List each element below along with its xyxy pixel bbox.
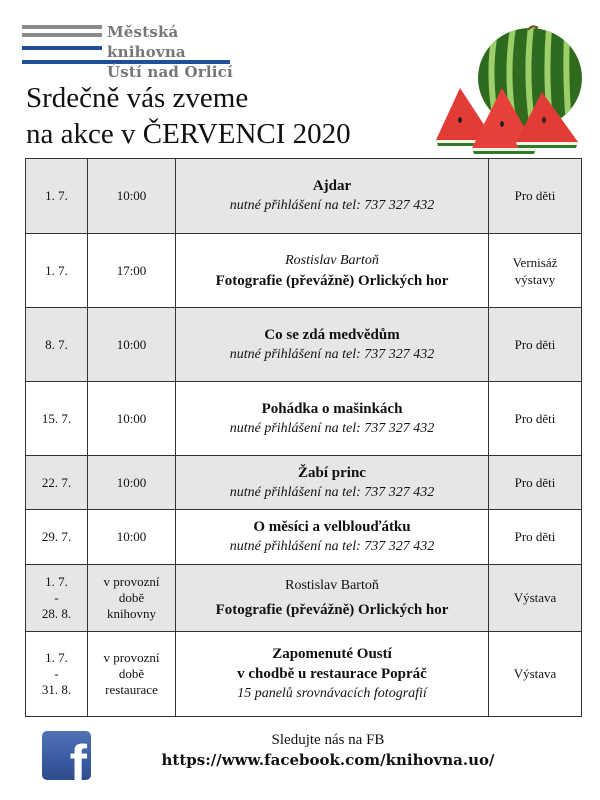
footer-follow-text: Sledujte nás na FB xyxy=(271,732,385,748)
logo-bar-gray-2 xyxy=(22,33,102,37)
event-description xyxy=(176,565,489,632)
library-logo xyxy=(22,22,262,81)
table-row xyxy=(26,510,582,565)
event-date-from: 1. 7. xyxy=(45,574,68,589)
event-title: Ajdar xyxy=(312,178,352,194)
event-category: Výstava xyxy=(489,565,582,632)
event-author: Rostislav Bartoň xyxy=(285,252,379,268)
event-title: Fotografie (převážně) Orlických hor xyxy=(215,272,449,289)
event-time: 17:00 xyxy=(88,234,176,308)
library-name-line2: Ústí nad Orlicí xyxy=(107,63,233,81)
event-time: 10:00 xyxy=(88,456,176,510)
event-date-to: 28. 8. xyxy=(41,606,72,621)
event-date: 15. 7. xyxy=(26,382,88,456)
event-note: nutné přihlášení na tel: 737 327 432 xyxy=(229,346,435,362)
library-name xyxy=(107,22,262,82)
event-note: nutné přihlášení na tel: 737 327 432 xyxy=(229,484,435,500)
event-description xyxy=(176,159,489,234)
event-category-line1: Vernisáž xyxy=(512,254,558,270)
event-time-line3: knihovny xyxy=(106,606,157,621)
event-date-to: 31. 8. xyxy=(41,682,72,697)
logo-bar-blue-1 xyxy=(22,46,102,50)
watermelon-illustration xyxy=(432,22,590,158)
table-row xyxy=(26,159,582,234)
event-time-line1: v provozní xyxy=(103,574,160,589)
event-description xyxy=(176,308,489,382)
event-category: Pro děti xyxy=(489,456,582,510)
table-row xyxy=(26,565,582,632)
event-note: nutné přihlášení na tel: 737 327 432 xyxy=(229,539,435,554)
event-description xyxy=(176,382,489,456)
event-description xyxy=(176,456,489,510)
event-category: Výstava xyxy=(489,632,582,717)
event-note: 15 panelů srovnávacích fotografií xyxy=(237,686,427,701)
page-headline xyxy=(26,80,351,152)
event-date: 22. 7. xyxy=(26,456,88,510)
event-date-separator: - xyxy=(54,666,59,681)
table-row xyxy=(26,456,582,510)
event-date xyxy=(26,565,88,632)
event-category xyxy=(489,234,582,308)
event-title: Zapomenuté Oustí xyxy=(272,646,392,662)
table-row xyxy=(26,308,582,382)
headline-line2: na akce v ČERVENCI 2020 xyxy=(26,118,351,150)
event-title: O měsíci a velblouďátku xyxy=(253,519,411,535)
headline-line1: Srdečně vás zveme xyxy=(26,82,249,114)
event-category: Pro děti xyxy=(489,510,582,565)
event-time-line2: době xyxy=(118,666,145,681)
event-date-from: 1. 7. xyxy=(45,650,68,665)
event-description xyxy=(176,234,489,308)
event-time: 10:00 xyxy=(88,159,176,234)
event-time: 10:00 xyxy=(88,510,176,565)
event-time-line2: době xyxy=(118,590,145,605)
table-row xyxy=(26,382,582,456)
event-note: nutné přihlášení na tel: 737 327 432 xyxy=(229,420,435,436)
event-time xyxy=(88,632,176,717)
event-category: Pro děti xyxy=(489,382,582,456)
event-date: 29. 7. xyxy=(26,510,88,565)
event-title: Co se zdá medvědům xyxy=(264,326,400,343)
event-date: 1. 7. xyxy=(26,234,88,308)
logo-bar-gray-1 xyxy=(22,25,102,29)
event-category: Pro děti xyxy=(489,159,582,234)
event-date xyxy=(26,632,88,717)
footer-facebook-link[interactable]: https://www.facebook.com/knihovna.uo/ xyxy=(161,751,495,769)
event-time xyxy=(88,565,176,632)
event-note: nutné přihlášení na tel: 737 327 432 xyxy=(229,198,435,213)
event-date: 8. 7. xyxy=(26,308,88,382)
table-row xyxy=(26,234,582,308)
event-date: 1. 7. xyxy=(26,159,88,234)
events-table xyxy=(25,158,582,717)
event-date-separator: - xyxy=(54,590,59,605)
table-row xyxy=(26,632,582,717)
event-time: 10:00 xyxy=(88,382,176,456)
event-description xyxy=(176,632,489,717)
event-description xyxy=(176,510,489,565)
library-name-line1: Městská knihovna xyxy=(107,23,186,61)
event-category: Pro děti xyxy=(489,308,582,382)
event-title: Pohádka o mašinkách xyxy=(261,400,403,417)
event-time: 10:00 xyxy=(88,308,176,382)
event-time-line1: v provozní xyxy=(103,650,160,665)
footer xyxy=(0,731,600,770)
event-author: Rostislav Bartoň xyxy=(285,578,379,593)
facebook-icon-letter: f xyxy=(69,735,87,780)
event-title-line2: v chodbě u restaurace Popráč xyxy=(237,666,427,682)
event-title: Žabí princ xyxy=(298,464,366,481)
event-category-line2: výstavy xyxy=(514,271,556,287)
event-title: Fotografie (převážně) Orlických hor xyxy=(215,602,449,618)
event-time-line3: restaurace xyxy=(105,682,158,697)
